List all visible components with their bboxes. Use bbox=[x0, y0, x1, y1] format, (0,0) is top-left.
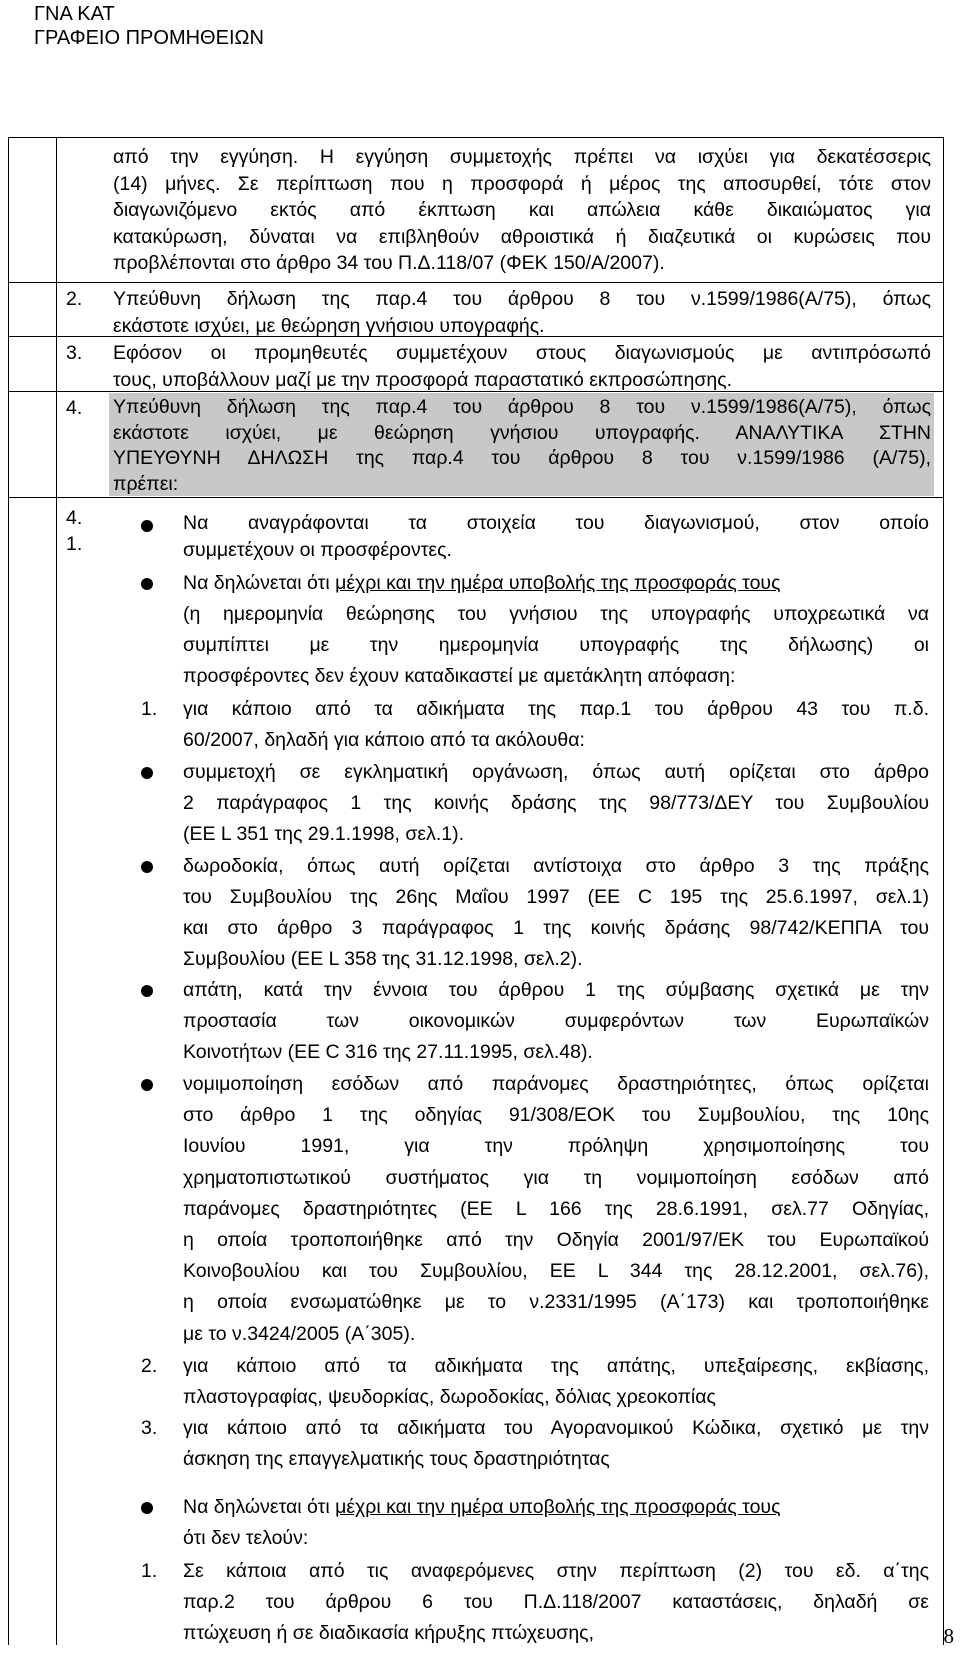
bullet-icon bbox=[141, 985, 153, 997]
bullet-1-text bbox=[183, 510, 929, 564]
bullet-icon bbox=[141, 861, 153, 873]
crime-item-text bbox=[183, 1069, 929, 1350]
text-line: συμπίπτει με την ημερομηνία υπογραφής της δήλωσης) οι bbox=[183, 634, 929, 656]
text-line: και στο άρθρο 3 παράγραφος 1 της κοινής δράσης 98/742/ΚΕΠΠΑ του bbox=[183, 917, 929, 939]
header-line-2: ΓΡΑΦΕΙΟ ΠΡΟΜΗΘΕΙΩΝ bbox=[34, 27, 264, 49]
text-line: εκάστοτε ισχύει, με θεώρηση γνήσιου υπογραφής. bbox=[113, 314, 545, 337]
text-line: κατακύρωση, δύναται να επιβληθούν αθροιστικά ή διαζευτικά οι κυρώσεις που bbox=[113, 225, 931, 248]
text-line: (ΕΕ L 351 της 29.1.1998, σελ.1). bbox=[183, 823, 465, 845]
text-line: Υπεύθυνη δήλωση της παρ.4 του άρθρου 8 του ν.1599/1986(Α/75), όπως bbox=[113, 288, 931, 310]
text-line: με το ν.3424/2005 (Α΄305). bbox=[183, 1322, 416, 1345]
bullet-3-text bbox=[183, 1492, 929, 1554]
bullet-2-prefix: Να δηλώνεται ότι bbox=[183, 572, 336, 594]
text-line: συμμετέχουν οι προσφέροντες. bbox=[183, 539, 452, 561]
text-line: 60/2007, δηλαδή για κάποιο από τα ακόλουθα: bbox=[183, 729, 585, 751]
item-number-part: 1. bbox=[66, 533, 83, 555]
sub-4-text bbox=[183, 1556, 929, 1649]
text-line: διαγωνιζόμενο εκτός από έκπτωση και απώλεια κάθε δικαιώματος για bbox=[113, 199, 931, 221]
text-line: νομιμοποίηση εσόδων από παράνομες δραστηριότητες, όπως ορίζεται bbox=[183, 1073, 929, 1095]
text-line: του Συμβουλίου της 26ης Μαΐου 1997 (ΕΕ C 195 της 25.6.1997, σελ.1) bbox=[183, 886, 929, 908]
text-line: (η ημερομηνία θεώρησης του γνήσιου της υπογραφής υποχρεωτικά να bbox=[183, 603, 929, 625]
sub-1-text bbox=[183, 694, 929, 756]
text-line bbox=[183, 1492, 929, 1523]
bullet-icon bbox=[141, 578, 153, 590]
text-line: εκάστοτε ισχύει, με θεώρηση γνήσιου υπογραφής. ΑΝΑΛΥΤΙΚΑ ΣΤΗΝ bbox=[113, 421, 931, 444]
item-number-4-1 bbox=[66, 505, 106, 557]
text-line: δωροδοκία, όπως αυτή ορίζεται αντίστοιχα στο άρθρο 3 της πράξης bbox=[183, 855, 929, 877]
table-inner-border bbox=[56, 137, 57, 1645]
table-right-border bbox=[943, 137, 944, 1645]
bullet-icon bbox=[141, 1079, 153, 1091]
item-number-part: 4. bbox=[66, 507, 83, 529]
table-left-border bbox=[8, 137, 9, 1645]
text-line: Συμβουλίου (ΕΕ L 358 της 31.12.1998, σελ.2). bbox=[183, 948, 583, 970]
bullet-icon bbox=[141, 1502, 153, 1514]
row-divider bbox=[8, 282, 944, 283]
item-1-continuation bbox=[113, 144, 931, 277]
text-line: Εφόσον οι προμηθευτές συμμετέχουν στους διαγωνισμούς με αντιπρόσωπό bbox=[113, 342, 931, 364]
table-top-border bbox=[8, 137, 944, 138]
text-line: Υπεύθυνη δήλωση της παρ.4 του άρθρου 8 του ν.1599/1986(Α/75), όπως bbox=[113, 396, 931, 418]
text-line: πτώχευση ή σε διαδικασία κήρυξης πτώχευσης, bbox=[183, 1622, 594, 1644]
bullet-2-text bbox=[183, 568, 929, 692]
bullet-icon bbox=[141, 520, 153, 532]
text-line: στο άρθρο 1 της οδηγίας 91/308/ΕΟΚ του Συμβουλίου, της 10ης bbox=[183, 1104, 929, 1127]
text-line: Σε κάποια από τις αναφερόμενες στην περίπτωση (2) του εδ. α΄της bbox=[183, 1560, 929, 1582]
row-divider bbox=[8, 497, 944, 498]
crime-item-text bbox=[183, 757, 929, 850]
text-line: πρέπει: bbox=[113, 472, 179, 495]
sub-item-number: 2. bbox=[141, 1355, 158, 1377]
text-line: για κάποιο από τα αδικήματα της παρ.1 του άρθρου 43 του π.δ. bbox=[183, 698, 929, 720]
item-number: 4. bbox=[66, 397, 83, 419]
text-line: 2 παράγραφος 1 της κοινής δράσης της 98/773/ΔΕΥ του Συμβουλίου bbox=[183, 792, 929, 814]
bullet-icon bbox=[141, 767, 153, 779]
text-line: απάτη, κατά την έννοια του άρθρου 1 της σύμβασης σχετικά με την bbox=[183, 979, 929, 1001]
item-number: 3. bbox=[66, 342, 83, 364]
crime-item-text bbox=[183, 851, 929, 975]
text-line: άσκηση της επαγγελματικής τους δραστηριότητας bbox=[183, 1448, 610, 1470]
text-line: Κοινοβουλίου και του Συμβουλίου, ΕΕ L 344 της 28.12.2001, σελ.76), bbox=[183, 1260, 929, 1283]
crime-item-text bbox=[183, 975, 929, 1068]
text-line: (14) μήνες. Σε περίπτωση που η προσφορά ή μέρος της αποσυρθεί, τότε στον bbox=[113, 172, 931, 195]
text-line: παρ.2 του άρθρου 6 του Π.Δ.118/2007 καταστάσεις, δηλαδή σε bbox=[183, 1591, 929, 1613]
sub-item-number: 1. bbox=[141, 698, 158, 720]
text-line: πλαστογραφίας, ψευδορκίας, δωροδοκίας, δόλιας χρεοκοπίας bbox=[183, 1386, 716, 1408]
text-line: παράνομες δραστηριότητες (ΕΕ L 166 της 28.6.1991, σελ.77 Οδηγίας, bbox=[183, 1197, 929, 1220]
text-line: Κοινοτήτων (ΕΕ C 316 της 27.11.1995, σελ.48). bbox=[183, 1041, 593, 1063]
underlined-text: μέχρι και την ημέρα υποβολής της προσφοράς τους bbox=[335, 1496, 781, 1518]
bullet-3-prefix: Να δηλώνεται ότι bbox=[183, 1496, 336, 1518]
header-line-1: ΓΝΑ ΚΑΤ bbox=[34, 3, 115, 25]
item-2-text bbox=[113, 286, 931, 339]
text-line: ότι δεν τελούν: bbox=[183, 1527, 309, 1549]
text-line: για κάποιο από τα αδικήματα του Αγορανομικού Κώδικα, σχετικό με την bbox=[183, 1417, 929, 1439]
text-line: προσφέροντες δεν έχουν καταδικαστεί με αμετάκλητη απόφαση: bbox=[183, 665, 736, 687]
text-line: Να αναγράφονται τα στοιχεία του διαγωνισμού, στον οποίο bbox=[183, 512, 929, 534]
item-number: 2. bbox=[66, 288, 83, 310]
text-line: Ιουνίου 1991, για την πρόληψη χρησιμοποίησης του bbox=[183, 1135, 929, 1158]
text-line: χρηματοπιστωτικού συστήματος για τη νομιμοποίηση εσόδων από bbox=[183, 1166, 929, 1189]
sub-3-text bbox=[183, 1413, 929, 1475]
text-line: συμμετοχή σε εγκληματική οργάνωση, όπως αυτή ορίζεται στο άρθρο bbox=[183, 761, 929, 783]
text-line: προβλέπονται στο άρθρο 34 του Π.Δ.118/07 (ΦΕΚ 150/Α/2007). bbox=[113, 252, 665, 274]
text-line: ΥΠΕΥΘΥΝΗ ΔΗΛΩΣΗ της παρ.4 του άρθρου 8 του ν.1599/1986 (Α/75), bbox=[113, 447, 931, 469]
sub-2-text bbox=[183, 1351, 929, 1413]
item-3-text bbox=[113, 340, 931, 393]
underlined-text: μέχρι και την ημέρα υποβολής της προσφοράς τους bbox=[335, 572, 781, 594]
text-line: η οποία ενσωματώθηκε με το ν.2331/1995 (Α΄173) και τροποποιήθηκε bbox=[183, 1291, 929, 1314]
text-line: τους, υποβάλλουν μαζί με την προσφορά παραστατικό εκπροσώπησης. bbox=[113, 368, 733, 391]
text-line: η οποία τροποποιήθηκε από την Οδηγία 2001/97/ΕΚ του Ευρωπαϊκού bbox=[183, 1229, 929, 1252]
sub-item-number: 3. bbox=[141, 1417, 158, 1439]
page-number: 8 bbox=[943, 1624, 954, 1648]
sub-item-number: 1. bbox=[141, 1560, 158, 1582]
text-line: προστασία των οικονομικών συμφερόντων των Ευρωπαϊκών bbox=[183, 1010, 929, 1032]
item-4-text bbox=[113, 395, 931, 497]
text-line bbox=[183, 568, 929, 599]
text-line: για κάποιο από τα αδικήματα της απάτης, υπεξαίρεσης, εκβίασης, bbox=[183, 1355, 929, 1377]
text-line: από την εγγύηση. Η εγγύηση συμμετοχής πρέπει να ισχύει για δεκατέσσερις bbox=[113, 146, 931, 168]
